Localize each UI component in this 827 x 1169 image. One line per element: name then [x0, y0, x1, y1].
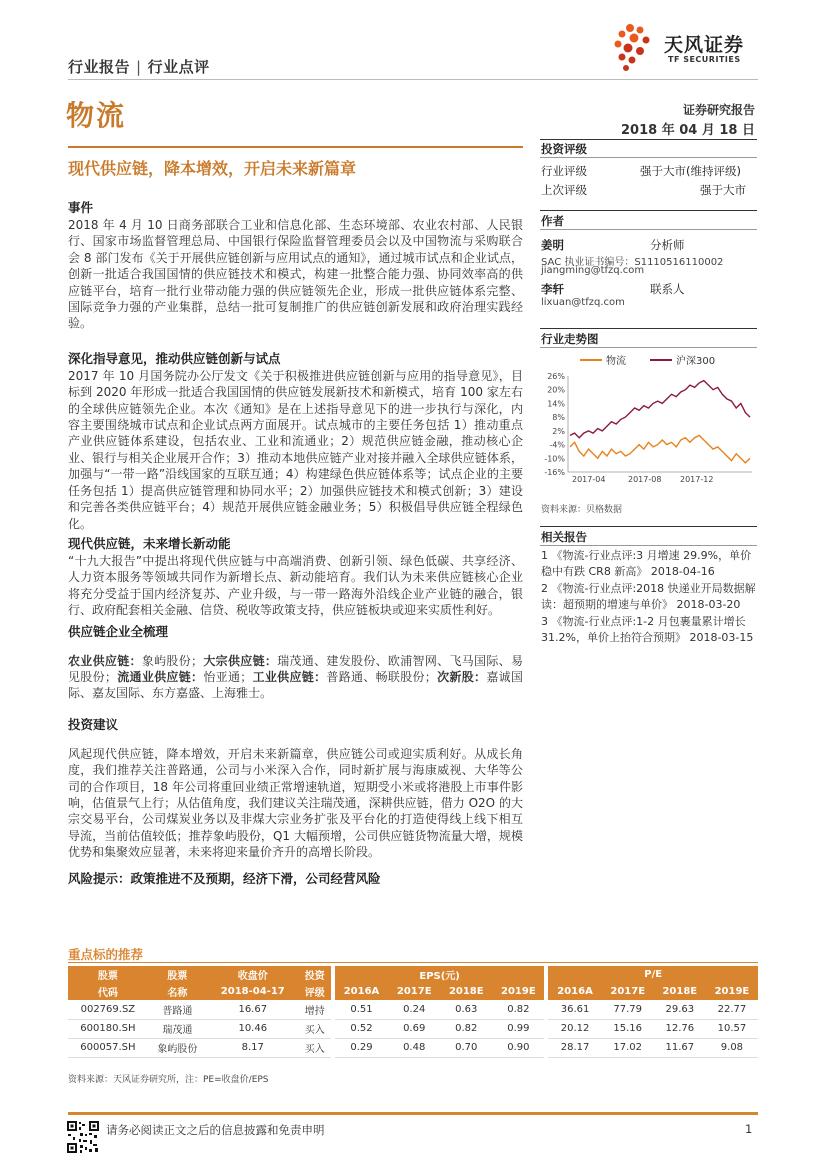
- table-cell: 20.12: [548, 1019, 601, 1038]
- prev-rating-value: 强于大市: [700, 183, 746, 197]
- table-header-cell: 2019E: [492, 983, 544, 1000]
- table-cell: 买入: [299, 1019, 331, 1038]
- y-tick-label: 26%: [547, 372, 565, 381]
- table-cell: 0.82: [440, 1019, 492, 1038]
- table-cell: 9.08: [706, 1038, 758, 1057]
- related-report-date: 2018-03-15: [689, 631, 754, 644]
- table-header-row: [68, 966, 758, 983]
- table-cell: 17.02: [602, 1038, 654, 1057]
- sidebar-divider: [540, 347, 757, 348]
- logo-text-en: TF SECURITIES: [668, 55, 741, 64]
- investment-paragraph: 风起现代供应链，降本增效，开启未来新篇章，供应链公司或迎实质利好。从成长角度，我们推荐关注普路通，公司与小米深入合作，同时新扩展与海康威视、大华等公司的合作项目，18 年公司将重回业绩正常增速轨道，短期受小米或将港股上市事件影响，估值景气上行；从估值角度，我们建议关注瑞茂通，深耕供应链，借力 O2O 的大宗交易平台，公司煤炭业务以及非煤大宗业务扩张及平台化的打造使得线上线下相互导流，当前估值较低；推荐象屿股份，Q1 大幅预增，公司供应链货物流量大增，规模优势和集聚效应显著，未来将迎来量价齐升的高增长阶段。: [68, 746, 523, 860]
- section-heading-investment: 投资建议: [68, 716, 119, 732]
- related-report-item[interactable]: [541, 614, 757, 646]
- sidebar-divider: [540, 328, 757, 329]
- sidebar-divider: [540, 229, 757, 230]
- author-heading: 作者: [541, 214, 564, 228]
- table-header-cell: 投资: [299, 966, 331, 983]
- related-report-num: 1: [541, 549, 548, 562]
- x-tick-label: 2017-12: [680, 475, 714, 484]
- table-row: [68, 1038, 758, 1057]
- legend-label: 沪深300: [676, 356, 716, 367]
- table-cell: 22.77: [706, 1000, 758, 1019]
- related-report-title: 《物流-行业点评:1-2 月包裹量累计增长 31.2%，单价上抬符合预期》: [541, 615, 746, 644]
- report-subtype-label: 行业点评: [147, 58, 210, 76]
- section-heading-momentum: 现代供应链，未来增长新动能: [68, 535, 231, 551]
- author-email[interactable]: jiangming@tfzq.com: [541, 265, 645, 276]
- related-report-title: 《物流-行业点评:2018 快递业开局数据解读：超预期的增速与单价》: [541, 582, 756, 611]
- table-note: 资料来源：天风证券研究所，注：PE=收盘价/EPS: [68, 1075, 269, 1085]
- rating-heading: 投资评级: [541, 142, 587, 156]
- company-names: 怡亚通；: [203, 669, 253, 684]
- related-report-date: 2018-04-16: [650, 565, 715, 578]
- table-cell: 600180.SH: [68, 1019, 148, 1038]
- prev-rating-label: 上次评级: [541, 183, 587, 197]
- event-paragraph: 2018 年 4 月 10 日商务部联合工业和信息化部、生态环境部、农业农村部、人民银行、国家市场监督管理总局、中国银行保险监督管理委员会以及中国物流与采购联合会 8 部门发布《关于开展供应链创新与应用试点的通知》，通过城市试点和企业试点，创新一批适合我国国情的供应链技术和模式，构建一批整合能力强、协同效率高的供应链平台，培育一批行业带动能力强的供应链领先企业，形成一批供应链体系完整、国际竞争力强的产业集群，总结一批可复制推广的供应链创新发展和政府治理实践经验。: [68, 218, 523, 331]
- table-cell: 0.69: [388, 1019, 440, 1038]
- company-logo: [610, 22, 760, 72]
- table-header-cell: 收盘价: [207, 966, 299, 983]
- table-header-cell: 2016A: [548, 983, 601, 1000]
- main-column: [68, 198, 523, 887]
- table-cell: 0.29: [335, 1038, 388, 1057]
- table-cell: 0.90: [492, 1038, 544, 1057]
- author-role: 分析师: [650, 238, 685, 252]
- table-header-row: [68, 983, 758, 1000]
- table-header-cell: 2017E: [388, 983, 440, 1000]
- table-title: 重点标的推荐: [68, 947, 144, 962]
- report-title: 现代供应链，降本增效，开启未来新篇章: [68, 159, 357, 178]
- report-type: [68, 56, 210, 77]
- author-role: 联系人: [650, 282, 685, 296]
- table-header-cell: 名称: [148, 983, 207, 1000]
- trend-source: 资料来源：贝格数据: [541, 505, 623, 515]
- table-row: [68, 1019, 758, 1038]
- table-cell: 买入: [299, 1038, 331, 1057]
- logo-mark-icon: [610, 22, 660, 72]
- author-name: 姜明: [541, 238, 564, 252]
- recommend-table: [68, 966, 758, 1058]
- table-header-cell: P/E: [548, 966, 758, 983]
- table-header-cell: 2018E: [440, 983, 492, 1000]
- table-cell: 0.51: [335, 1000, 388, 1019]
- report-kind: 证券研究报告: [682, 103, 755, 117]
- company-names: 象屿股份；: [141, 653, 204, 668]
- page-number: 1: [745, 1122, 753, 1136]
- y-tick-label: 2%: [552, 426, 565, 436]
- table-cell: 8.17: [207, 1038, 299, 1057]
- y-tick-label: 20%: [547, 385, 565, 395]
- y-tick-label: -4%: [549, 440, 565, 450]
- table-cell: 0.99: [492, 1019, 544, 1038]
- table-cell: 29.63: [654, 1000, 706, 1019]
- sidebar-divider: [540, 157, 757, 158]
- sidebar-divider: [540, 139, 757, 140]
- company-names: 瑞茂通、建发股份、欧浦智网、飞马国际、易见股份；: [68, 653, 523, 684]
- rating-label: 行业评级: [541, 164, 587, 178]
- legend-label: 物流: [606, 356, 626, 367]
- table-header-cell: 评级: [299, 983, 331, 1000]
- risk-warning: 风险提示：政策推进不及预期，经济下滑，公司经营风险: [68, 870, 381, 886]
- table-header-cell: 2018-04-17: [207, 983, 299, 1000]
- author-sac: SAC 执业证书编号：S1110516110002: [541, 257, 724, 268]
- table-cell: 普路通: [148, 1000, 207, 1019]
- related-list: [541, 548, 757, 646]
- sidebar-divider: [540, 210, 757, 211]
- table-cell: 0.52: [335, 1019, 388, 1038]
- header-separator: |: [136, 58, 142, 76]
- table-cell: 0.70: [440, 1038, 492, 1057]
- y-tick-label: 8%: [552, 413, 565, 423]
- title-divider: [68, 146, 523, 148]
- table-header-cell: 2019E: [706, 983, 758, 1000]
- header-divider: [68, 79, 758, 80]
- logo-text-cn: 天风证券: [664, 34, 745, 56]
- table-cell: 15.16: [602, 1019, 654, 1038]
- table-cell: 0.24: [388, 1000, 440, 1019]
- table-header-cell: EPS(元): [335, 966, 545, 983]
- table-cell: 0.48: [388, 1038, 440, 1057]
- section-heading-event: 事件: [68, 200, 94, 215]
- table-header-cell: 股票: [68, 966, 148, 983]
- author-email[interactable]: lixuan@tfzq.com: [541, 297, 625, 308]
- company-category: 次新股：: [436, 669, 487, 684]
- x-tick-label: 2017-08: [628, 475, 662, 484]
- footer-divider: [68, 1112, 758, 1115]
- table-cell: 0.63: [440, 1000, 492, 1019]
- table-cell: 12.76: [654, 1019, 706, 1038]
- sector-name: 物流: [66, 99, 127, 132]
- sidebar-divider: [540, 545, 757, 546]
- series-line: [570, 435, 750, 463]
- related-report-date: 2018-03-20: [676, 598, 741, 611]
- guidance-paragraph: 2017 年 10 月国务院办公厅发文《关于积极推进供应链创新与应用的指导意见》，目标到 2020 年形成一批适合我国国情的供应链发展新技术和新模式，培育 100 家左右的全球供应链领先企业。本次《通知》是在上述指导意见下的进一步执行与深化，内容主要围绕城市试点和企业试点两方面展开。试点城市的主要任务包括 1）推动重点产业供应链体系建设，包括农业、工业和流通业；2）规范供应链金融，推动核心企业、银行与相关企业展开合作；3）推动本地供应链产业对接并融入全球供应链体系，加强与“一带一路”沿线国家的互联互通；4）构建绿色供应链体系等；试点企业的主要任务包括 1）提高供应链管理和协同水平；2）加强供应链技术和模式创新；3）建设和完善各类供应链平台；4）规范开展供应链金融业务；5）积极倡导供应链全程绿色化。: [68, 368, 523, 531]
- table-cell: 36.61: [548, 1000, 601, 1019]
- related-report-item[interactable]: [541, 548, 757, 580]
- x-tick-label: 2017-04: [572, 475, 606, 484]
- table-header-cell: 2018E: [654, 983, 706, 1000]
- report-type-label: 行业报告: [68, 58, 131, 76]
- related-heading: 相关报告: [541, 530, 587, 544]
- company-category: 农业供应链：: [68, 653, 142, 668]
- sidebar-divider: [540, 526, 757, 527]
- table-cell: 77.79: [602, 1000, 654, 1019]
- table-cell: 10.57: [706, 1019, 758, 1038]
- related-report-title: 《物流-行业点评:3 月增速 29.9%，单价稳中有跌 CR8 新高》: [541, 549, 752, 578]
- table-cell: 11.67: [654, 1038, 706, 1057]
- report-date: 2018 年 04 月 18 日: [621, 123, 755, 138]
- companies-paragraph: [68, 653, 523, 702]
- company-category: 流通业供应链：: [116, 669, 204, 684]
- related-report-item[interactable]: [541, 581, 757, 613]
- table-cell: 002769.SZ: [68, 1000, 148, 1019]
- company-category: 工业供应链：: [252, 669, 327, 684]
- series-line: [570, 381, 750, 438]
- company-names: 嘉诚国际、嘉友国际、东方嘉盛、上海雅士。: [68, 669, 523, 701]
- table-cell: 28.17: [548, 1038, 601, 1057]
- table-header-cell: 2017E: [602, 983, 654, 1000]
- footer-disclaimer: 请务必阅读正文之后的信息披露和免责申明: [106, 1123, 325, 1137]
- qr-code-icon: [66, 1120, 100, 1154]
- table-header-cell: 代码: [68, 983, 148, 1000]
- trend-chart: [540, 350, 758, 495]
- table-cell: 10.46: [207, 1019, 299, 1038]
- related-report-num: 3: [541, 615, 548, 628]
- section-heading-guidance: 深化指导意见，推动供应链创新与试点: [68, 350, 281, 366]
- related-report-num: 2: [541, 582, 548, 595]
- table-cell: 600057.SH: [68, 1038, 148, 1057]
- y-tick-label: -10%: [544, 454, 565, 464]
- company-names: 普路通、畅联股份；: [326, 669, 437, 684]
- table-cell: 瑞茂通: [148, 1019, 207, 1038]
- company-category: 大宗供应链：: [203, 653, 278, 668]
- table-cell: 增持: [299, 1000, 331, 1019]
- table-row: [68, 1000, 758, 1019]
- table-title-rule: [68, 962, 758, 963]
- y-tick-label: 14%: [547, 399, 565, 409]
- y-tick-label: -16%: [544, 468, 565, 477]
- section-heading-companies: 供应链企业全梳理: [68, 623, 169, 639]
- table-cell: 象屿股份: [148, 1038, 207, 1057]
- table-header-cell: 股票: [148, 966, 207, 983]
- table-cell: 0.82: [492, 1000, 544, 1019]
- trend-heading: 行业走势图: [541, 332, 599, 346]
- rating-value: 强于大市(维持评级): [640, 164, 741, 178]
- table-cell: 16.67: [207, 1000, 299, 1019]
- momentum-paragraph: “十九大报告”中提出将现代供应链与中高端消费、创新引领、绿色低碳、共享经济、人力资本服务等领域共同作为新增长点、新动能培育。我们认为未来供应链核心企业将充分受益于国内经济复苏、产业升级，与一带一路海外沿线企业产业链的融合，银行、政府配套相关金融、信贷、税收等政策支持，供应链板块或迎来实质性利好。: [68, 553, 523, 618]
- table-header-cell: 2016A: [335, 983, 388, 1000]
- author-name: 李轩: [541, 282, 564, 296]
